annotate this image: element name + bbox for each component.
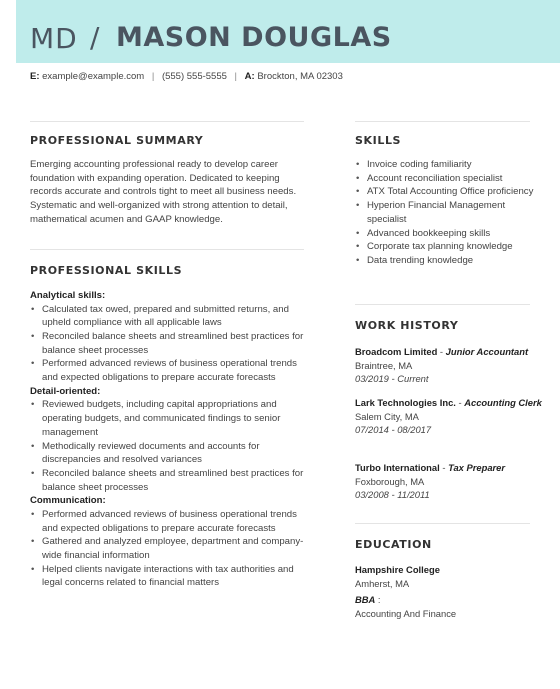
summary-title: PROFESSIONAL SUMMARY — [30, 134, 204, 147]
phone-value: (555) 555-5555 — [161, 71, 227, 82]
skills-list — [355, 158, 545, 268]
list-item: • Corporate tax planning knowledge — [355, 240, 545, 254]
address-value: Brockton, MA 02303 — [257, 71, 343, 82]
section-divider — [355, 304, 530, 305]
skill-group-title: Communication: — [30, 495, 106, 507]
job-dash: - — [437, 346, 446, 357]
field-of-study: Accounting And Finance — [355, 607, 457, 619]
education-title: EDUCATION — [355, 538, 432, 551]
email-label: E: — [30, 71, 40, 82]
job-location: Salem City, MA — [355, 410, 419, 422]
job-company: Lark Technologies Inc. — [355, 397, 456, 408]
degree-suffix: : — [375, 594, 381, 606]
skill-group — [30, 289, 310, 385]
job-entry — [355, 345, 545, 386]
list-item: • Performed advanced reviews of business operational trends and expected obligations to prepare accurate forecasts — [30, 357, 310, 384]
header-band — [16, 0, 560, 63]
job-role: Junior Accountant — [445, 346, 529, 357]
list-item: • Methodically reviewed documents and accounts for discrepancies and resolved variances — [30, 440, 310, 467]
job-entry — [355, 461, 545, 502]
address-label: A: — [244, 71, 255, 82]
contact-separator: | — [151, 71, 155, 82]
list-item: • Invoice coding familiarity — [355, 158, 545, 172]
section-divider — [355, 523, 530, 524]
job-entry — [355, 396, 545, 437]
list-item: • Reconciled balance sheets and streamlined best practices for balance sheet processes — [30, 467, 310, 494]
list-item: • Advanced bookkeeping skills — [355, 227, 545, 241]
skill-group-title: Detail-oriented: — [30, 385, 101, 397]
job-dash: - — [455, 397, 465, 408]
list-item: • ATX Total Accounting Office proficiency — [355, 185, 545, 199]
section-divider — [355, 121, 530, 122]
job-role: Tax Preparer — [448, 462, 506, 473]
school-location: Amherst, MA — [355, 577, 410, 589]
job-dates: 03/2019 - Current — [355, 373, 429, 385]
summary-text: Emerging accounting professional ready to develop career foundation with expanding operation. Dedicated to keeping records accurate and controls tight to meet all business needs. Systematic and well-organized with strong attention to detail, mathematical acumen and GAAP knowledge. — [30, 159, 297, 225]
education-entry — [355, 563, 545, 620]
list-item: • Reconciled balance sheets and streamlined best practices for balance sheet processes — [30, 330, 310, 357]
professional-skills-list — [30, 289, 310, 590]
contact-separator: | — [234, 71, 238, 82]
skills-title: SKILLS — [355, 134, 402, 147]
list-item: • Gathered and analyzed employee, department and company-wide financial information — [30, 535, 310, 562]
list-item: • Hyperion Financial Management specialist — [355, 199, 545, 226]
job-role: Accounting Clerk — [464, 397, 542, 408]
degree: BBA — [355, 594, 376, 606]
list-item: • Helped clients navigate interactions with tax authorities and legal concerns related to financial matters — [30, 563, 310, 590]
skill-group — [30, 494, 310, 590]
job-location: Braintree, MA — [355, 359, 413, 371]
full-name: MASON DOUGLAS — [116, 22, 392, 53]
skill-group-title: Analytical skills: — [30, 290, 106, 301]
work-history-title: WORK HISTORY — [355, 319, 459, 332]
job-company: Broadcom Limited — [355, 346, 438, 357]
contact-line — [30, 71, 343, 82]
professional-skills-title: PROFESSIONAL SKILLS — [30, 264, 183, 277]
school-name: Hampshire College — [355, 564, 440, 575]
job-dates: 07/2014 - 08/2017 — [355, 424, 432, 436]
section-divider — [30, 249, 304, 250]
name-slash: / — [90, 21, 100, 54]
job-dates: 03/2008 - 11/2011 — [355, 489, 430, 501]
name-initials: MD — [30, 22, 78, 55]
section-divider — [30, 121, 304, 122]
job-dash: - — [439, 462, 449, 473]
list-item: • Data trending knowledge — [355, 254, 545, 268]
skill-group — [30, 385, 310, 495]
job-company: Turbo International — [355, 462, 440, 473]
email-value: example@example.com — [42, 71, 145, 82]
list-item: • Reviewed budgets, including capital appropriations and operating budgets, and communicated findings to senior management — [30, 398, 310, 439]
list-item: • Performed advanced reviews of business operational trends and expected obligations to prepare accurate forecasts — [30, 508, 310, 535]
list-item: • Calculated tax owed, prepared and submitted returns, and upheld compliance with all applicable laws — [30, 303, 310, 330]
job-location: Foxborough, MA — [355, 475, 425, 487]
list-item: • Account reconciliation specialist — [355, 172, 545, 186]
